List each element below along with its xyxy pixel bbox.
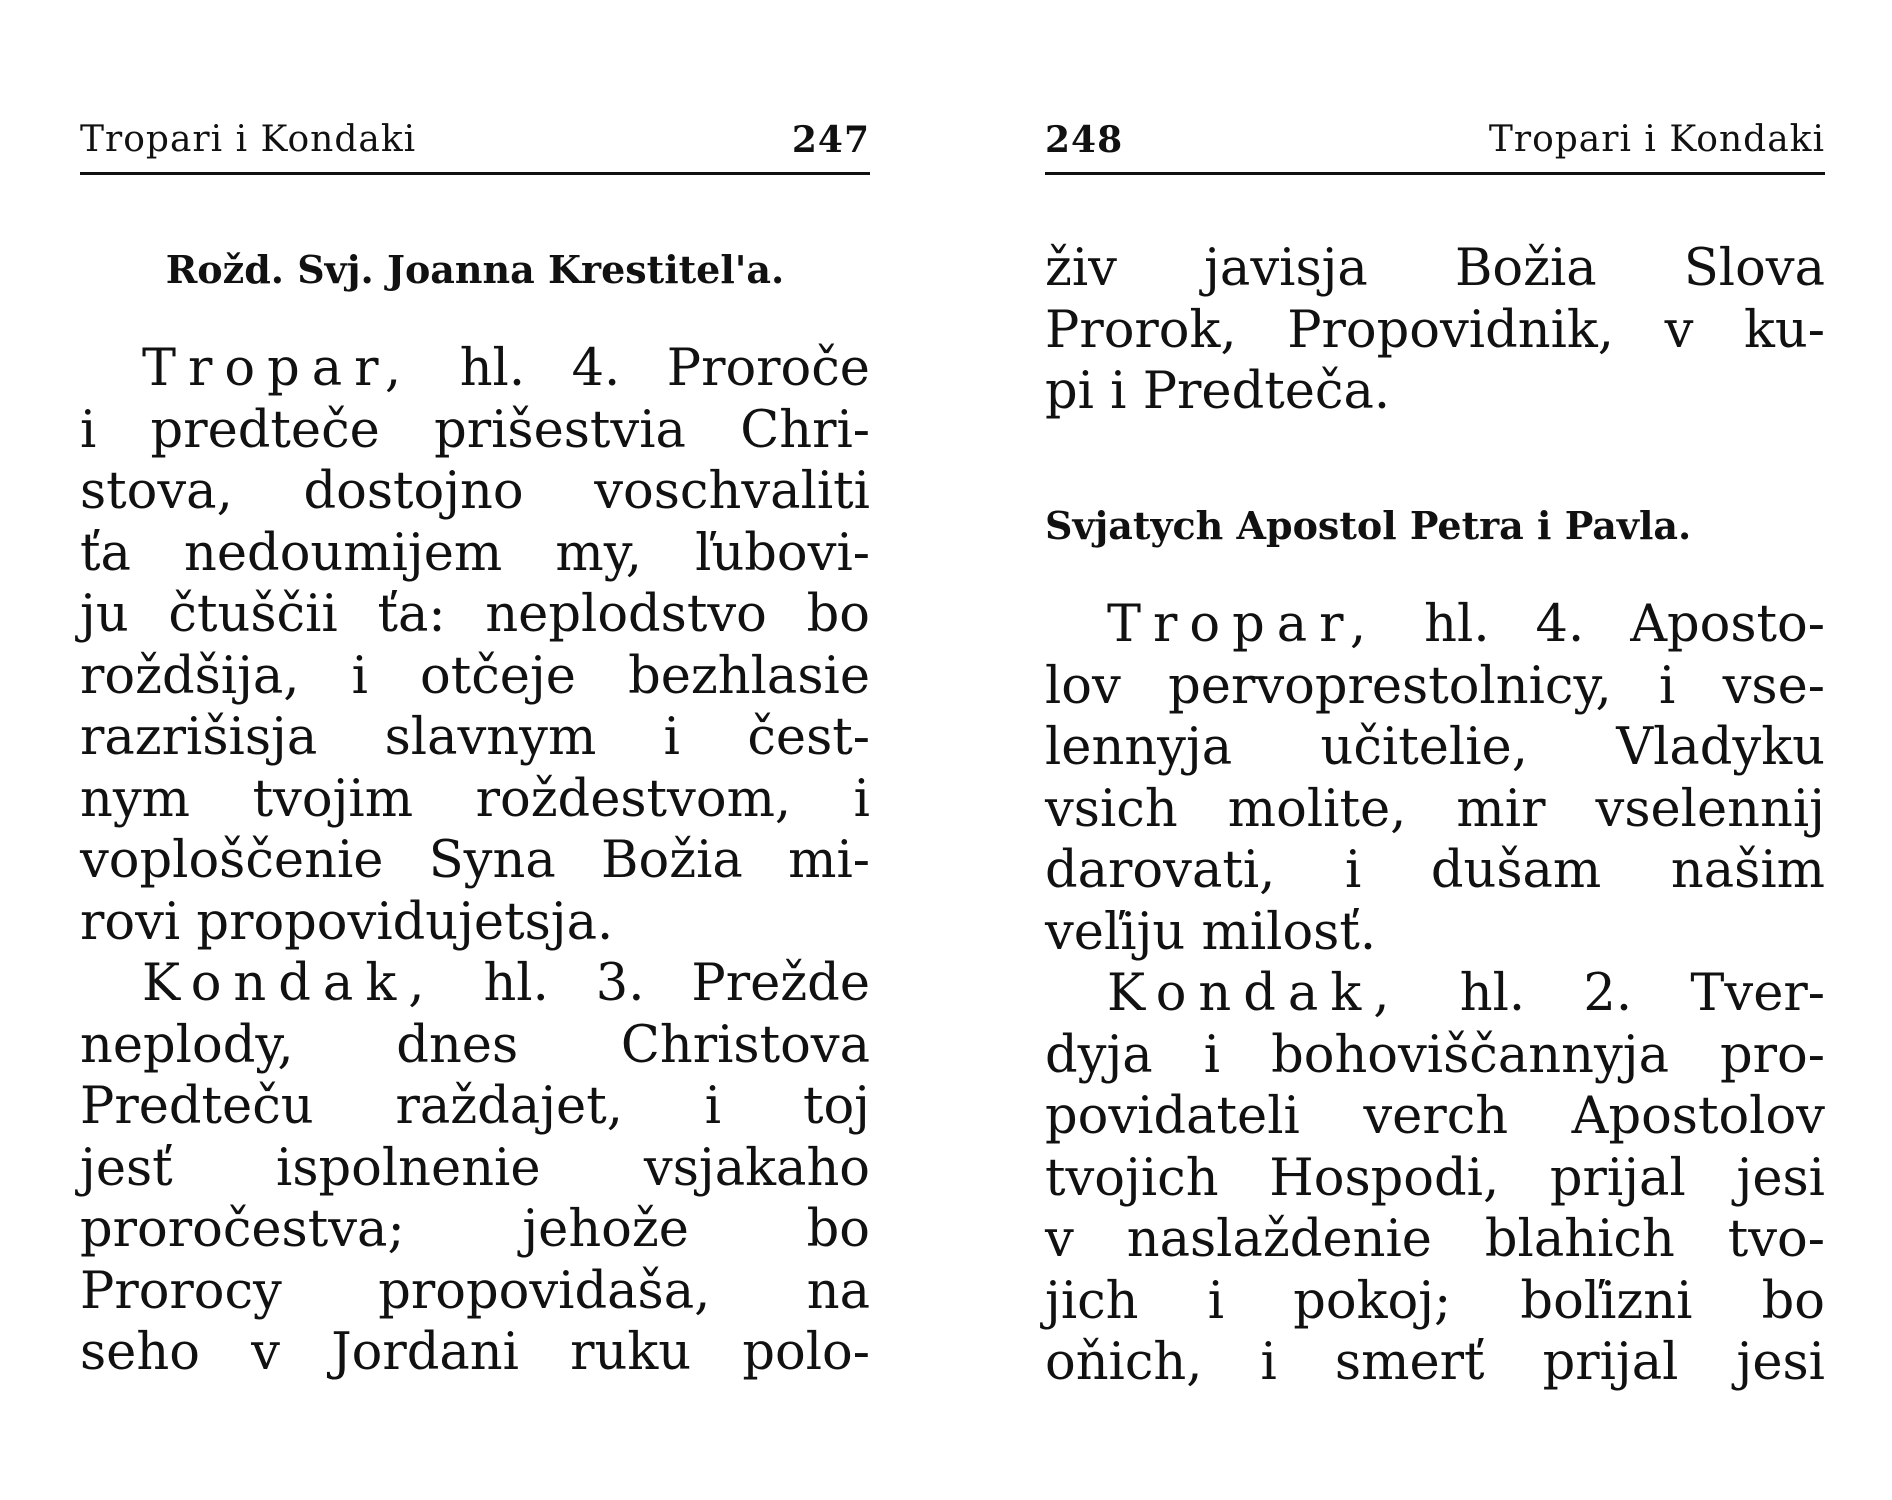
left-page	[80, 0, 870, 1500]
text-line: lennyja učitelie, Vladyku	[1045, 718, 1825, 777]
page-number: 248	[1045, 119, 1124, 161]
tropar-label: Tropar,	[142, 339, 414, 398]
text-line: lov pervoprestolnicy, i vse-	[1045, 656, 1825, 716]
running-title: Tropari i Kondaki	[80, 119, 417, 160]
kondak-label: Kondak,	[1107, 964, 1402, 1023]
kondak-tone: hl. 3.	[483, 954, 645, 1013]
body-text	[80, 338, 870, 1384]
running-head	[1045, 120, 1825, 160]
tropar-tone: hl. 4.	[1424, 595, 1585, 654]
section-heading: Svjatych Apostol Petra i Pavla.	[1045, 503, 1692, 548]
kondak-first-line	[80, 953, 870, 1015]
kondak-first-line	[1045, 963, 1825, 1025]
kondak-label: Kondak,	[142, 954, 437, 1013]
text-line: stova, dostojno voschvaliti	[80, 462, 870, 521]
header-rule	[80, 172, 870, 175]
text-line: jich i pokoj; boľizni bo	[1045, 1271, 1825, 1331]
text-line: tvojich Hospodi, prijal jesi	[1045, 1148, 1825, 1208]
text-line: povidateli verch Apostolov	[1045, 1087, 1825, 1146]
kondak-first-word: Prežde	[691, 954, 870, 1013]
kondak-tone: hl. 2.	[1459, 964, 1633, 1023]
text-line: ťa nedoumijem my, ľubovi-	[80, 523, 870, 583]
text-line: jesť ispolnenie vsjakaho	[80, 1138, 870, 1198]
text-line: neplody, dnes Christova	[80, 1015, 870, 1075]
text-line: vsich molite, mir vselennij	[1045, 779, 1825, 839]
text-line: Prorocy propovidaša, na	[80, 1261, 870, 1321]
tropar-first-line	[80, 338, 870, 400]
tropar-first-word: Proroče	[666, 339, 870, 398]
text-line: darovati, i dušam našim	[1045, 841, 1825, 900]
text-line: oňich, i smerť prijal jesi	[1045, 1333, 1825, 1392]
section-heading: Rožd. Svj. Joanna Krestitel'a.	[165, 247, 785, 292]
text-line: nym tvojim roždestvom, i	[80, 769, 870, 829]
tropar-first-word: Aposto-	[1630, 595, 1825, 654]
text-line: živ javisja Božia Slova	[1045, 239, 1825, 298]
text-line: roždšija, i otčeje bezhlasie	[80, 646, 870, 706]
text-line: Predteču raždajet, i toj	[80, 1077, 870, 1136]
running-head	[80, 120, 870, 160]
text-line: seho v Jordani ruku polo-	[80, 1323, 870, 1382]
text-line: v naslaždenie blahich tvo-	[1045, 1210, 1825, 1269]
continuation-text	[1045, 238, 1825, 423]
text-line: Prorok, Propovidnik, v ku-	[1045, 300, 1825, 360]
text-line: veľiju milosť.	[1045, 902, 1377, 962]
right-page	[1045, 0, 1825, 1500]
text-line: razrišisja slavnym i čest-	[80, 708, 870, 767]
text-line: dyja i bohoviščannyja pro-	[1045, 1025, 1825, 1085]
text-line: voploščenie Syna Božia mi-	[80, 831, 870, 890]
header-rule	[1045, 172, 1825, 175]
tropar-first-line	[1045, 594, 1825, 656]
text-line: ju čtuščii ťa: neplodstvo bo	[80, 585, 870, 644]
text-line: i predteče prišestvia Chri-	[80, 400, 870, 460]
body-text	[1045, 594, 1825, 1394]
page-number: 247	[791, 119, 870, 161]
tropar-tone: hl. 4.	[459, 339, 621, 398]
running-title: Tropari i Kondaki	[1488, 119, 1825, 160]
kondak-first-word: Tver-	[1690, 964, 1825, 1023]
text-line: pi i Predteča.	[1045, 362, 1391, 421]
text-line: proročestva; jehože bo	[80, 1200, 870, 1259]
text-line: rovi propovidujetsja.	[80, 892, 614, 952]
tropar-label: Tropar,	[1107, 595, 1379, 654]
